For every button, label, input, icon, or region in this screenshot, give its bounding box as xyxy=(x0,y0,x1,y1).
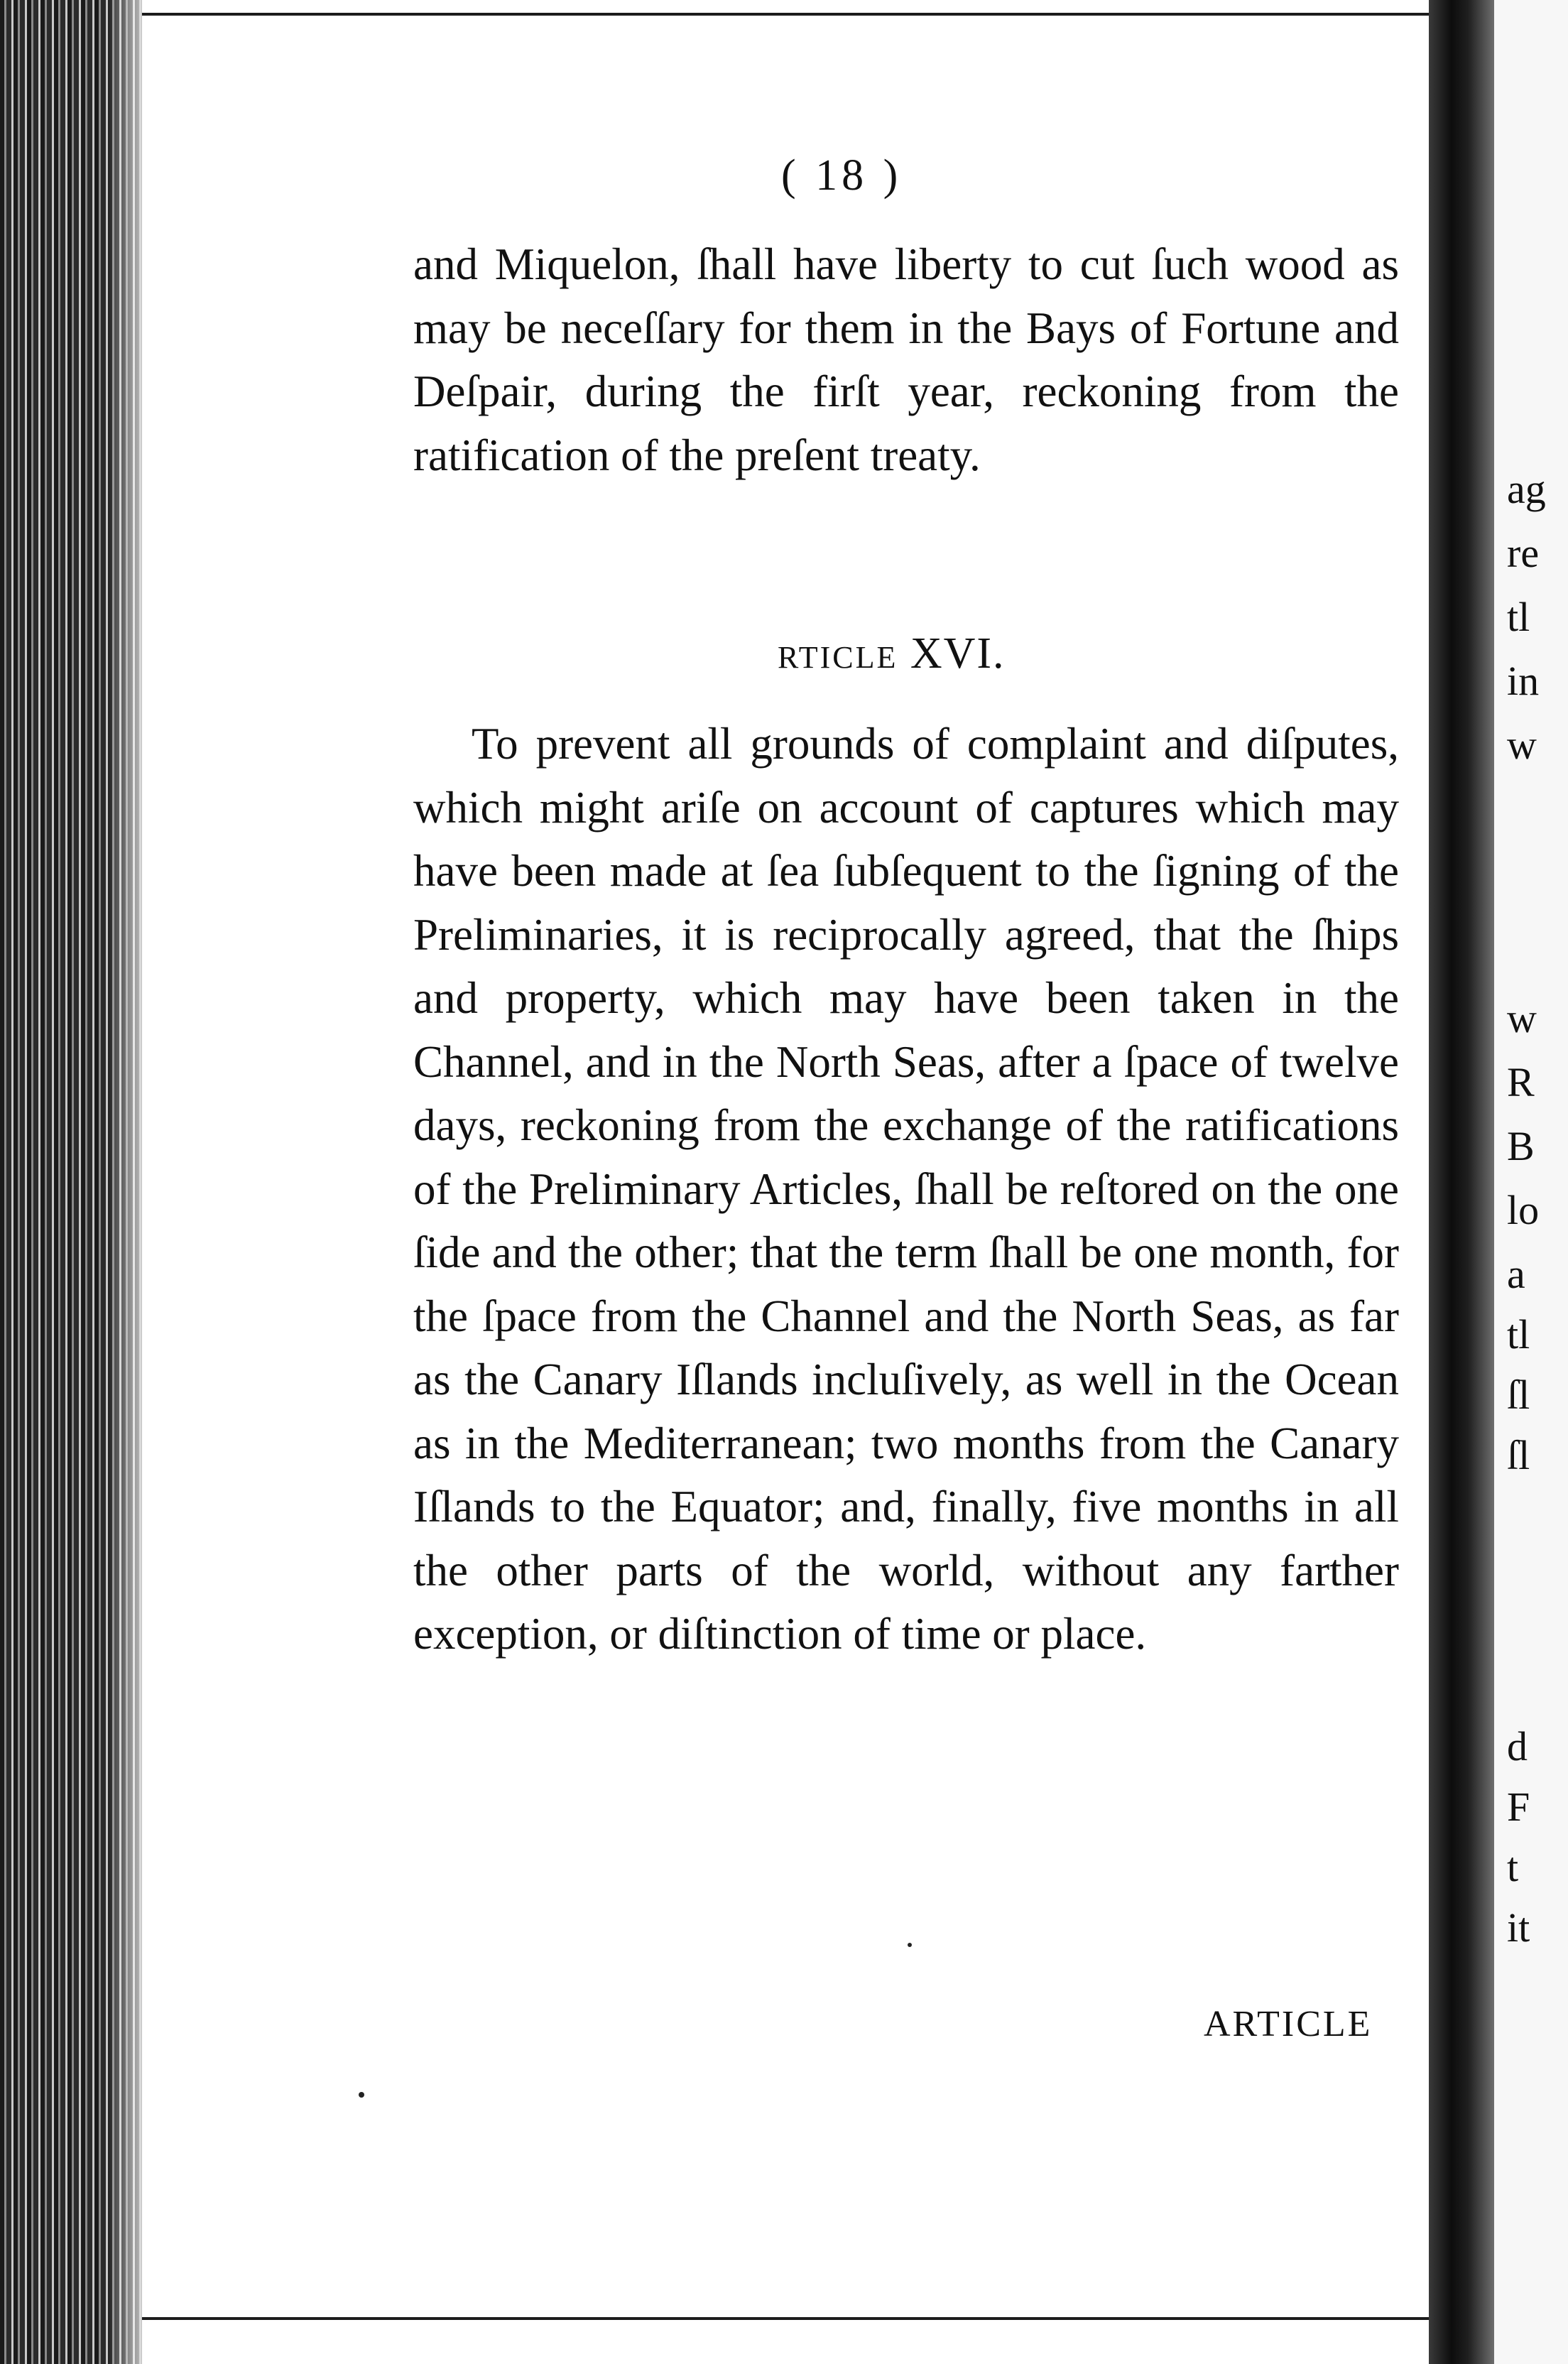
article-heading-prefix: RTICLE xyxy=(778,640,898,675)
facing-page-fragment: ſl xyxy=(1507,1432,1530,1478)
facing-page-fragment: w xyxy=(1507,722,1537,768)
facing-page-fragment: R xyxy=(1507,1059,1535,1105)
facing-page-fragment: B xyxy=(1507,1123,1535,1169)
facing-page-fragment: ſl xyxy=(1507,1372,1530,1418)
page-gutter xyxy=(1429,0,1494,2364)
facing-page-fragment: F xyxy=(1507,1784,1530,1830)
continuation-paragraph xyxy=(413,233,1399,487)
article-paragraph xyxy=(413,712,1399,1666)
facing-page-fragment: lo xyxy=(1507,1187,1540,1233)
article-heading xyxy=(778,629,1006,679)
facing-page-fragment: a xyxy=(1507,1251,1525,1297)
facing-page-edge xyxy=(1494,0,1568,2364)
article-body-text: To prevent all grounds of complaint and diſputes, which might ariſe on account of captures which may have been made at ſea ſubſequent to the ſigning of the Preliminaries, it is reciprocally agreed, that the ſhips and property, which may have been taken in the Channel, and in the North Seas, after a ſpace of twelve days, reckoning from the exchange of the ratifications of the Preliminary Articles, ſhall be reſtored on the one ſide and the other; that the term ſhall be one month, for the ſpace from the Channel and the North Seas, as far as the Canary Iſlands incluſively, as well in the Ocean as in the Mediterranean; two months from the Canary Iſlands to the Equator; and, finally, five months in all the other parts of the world, without any farther exception, or diſtinction of time or place. xyxy=(413,719,1399,1659)
continuation-text: and Miquelon, ſhall have liberty to cut ſuch wood as may be neceſſary for them in the Bays of Fortune and Deſpair, during the firſt year, reckoning from the ratification of the preſent treaty. xyxy=(413,239,1399,480)
facing-page-fragment: d xyxy=(1507,1723,1528,1769)
catchword: ARTICLE xyxy=(1204,2004,1373,2044)
facing-page-fragment: t xyxy=(1507,1844,1519,1890)
facing-page-fragment: re xyxy=(1507,530,1540,576)
ink-speck xyxy=(908,1943,912,1947)
facing-page-fragment: tl xyxy=(1507,594,1530,640)
facing-page-fragment: tl xyxy=(1507,1311,1530,1357)
facing-page-fragment: w xyxy=(1507,995,1537,1041)
facing-page-fragment: it xyxy=(1507,1904,1530,1951)
facing-page-fragment: ag xyxy=(1507,466,1546,512)
article-heading-number: XVI. xyxy=(910,629,1006,678)
page-number: ( 18 ) xyxy=(781,151,903,200)
facing-page-fragment: in xyxy=(1507,658,1540,704)
ink-speck xyxy=(359,2092,364,2098)
